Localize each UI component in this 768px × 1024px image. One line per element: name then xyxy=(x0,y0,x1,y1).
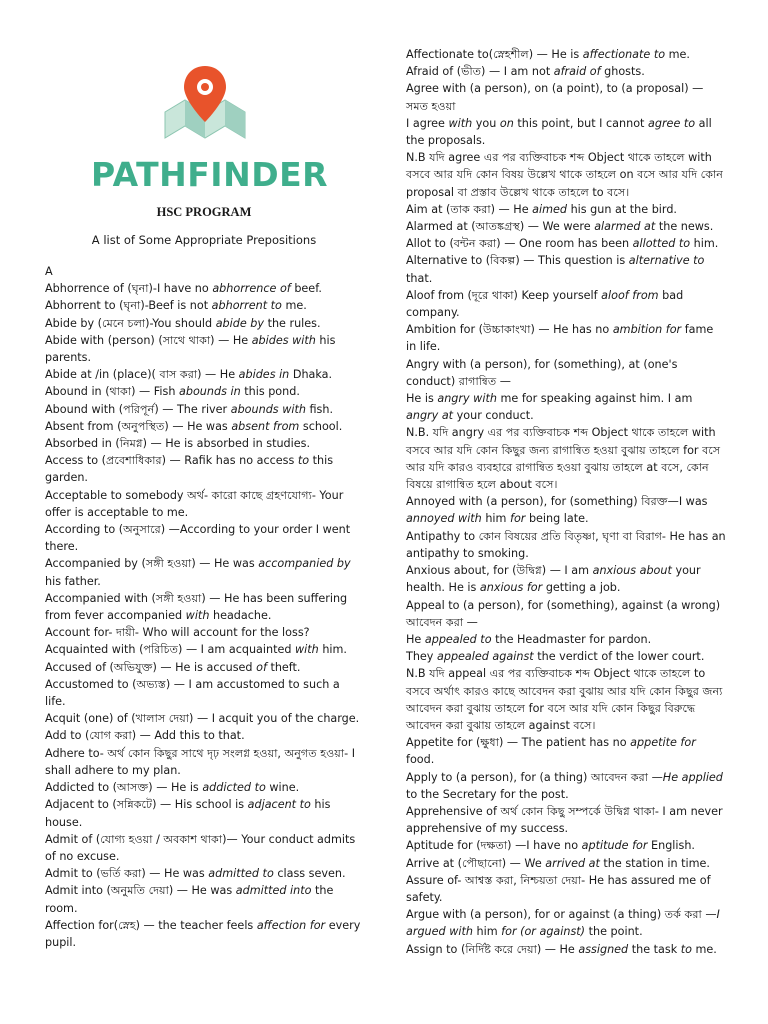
entry-text: Adhere to- অর্থ কোন কিছুর সাথে দৃঢ় সংলগ্ন হওয়া, অনুগত হওয়া- I shall adhere to my plan. xyxy=(45,746,356,777)
entry-example-italic: assigned xyxy=(578,942,629,956)
entry-text: He xyxy=(406,632,425,646)
entry-text: the task xyxy=(628,942,681,956)
entry-text: They xyxy=(406,650,437,664)
entry-text: headache. xyxy=(209,609,272,623)
entry-example-italic: abhorrence of xyxy=(212,282,291,296)
pathfinder-logo xyxy=(45,58,363,153)
entry-text: him xyxy=(481,512,510,526)
entry-example-italic: angry with xyxy=(437,392,497,406)
preposition-entry xyxy=(45,521,363,555)
entry-text: Arrive at (পৌছানো) — We xyxy=(406,856,546,870)
preposition-entry xyxy=(406,665,726,734)
entry-example-italic: abounds in xyxy=(179,385,241,399)
entry-example-italic: ambition for xyxy=(612,323,682,337)
entry-text: the verdict of the lower court. xyxy=(533,650,705,664)
preposition-entry xyxy=(45,624,363,641)
entry-text: being late. xyxy=(525,512,589,526)
entry-text: every pupil. xyxy=(45,918,361,949)
preposition-entry xyxy=(406,252,726,286)
entry-example-italic: with xyxy=(185,609,210,623)
entry-text: English. xyxy=(647,839,695,853)
preposition-entry xyxy=(406,769,726,803)
preposition-entry xyxy=(45,676,363,710)
preposition-entry xyxy=(406,597,726,631)
entry-text: Aloof from (দূরে থাকা) Keep yourself xyxy=(406,288,602,302)
preposition-entry xyxy=(406,390,726,424)
entry-text: the rules. xyxy=(264,316,321,330)
preposition-entry xyxy=(406,631,726,648)
entry-text: Apprehensive of অর্থ কোন কিছু সম্পর্কে উদ্বিগ্ন থাকা- I am never apprehensive of my success. xyxy=(406,804,723,836)
entry-example-italic: annoyed with xyxy=(406,512,482,526)
entry-example-italic: appetite for xyxy=(630,736,696,750)
entry-text: this point, but I cannot xyxy=(513,116,648,130)
left-entry-list xyxy=(45,280,363,951)
entry-text: Absorbed in (নিমগ্ন) — He is absorbed in studies. xyxy=(45,437,311,451)
preposition-entry xyxy=(45,796,363,830)
entry-example-italic: alarmed at xyxy=(594,220,656,234)
entry-example-italic: abides with xyxy=(251,333,316,347)
preposition-entry xyxy=(45,297,363,314)
preposition-entry xyxy=(45,280,363,297)
entry-text: your health. He is xyxy=(406,564,701,595)
entry-text: Accompanied by (সঙ্গী হওয়া) — He was xyxy=(45,557,259,571)
entry-text: Argue with (a person), for or against (a thing) তর্ক করা — xyxy=(406,908,717,922)
entry-text: him xyxy=(472,925,502,939)
entry-text: to the Secretary for the post. xyxy=(406,787,569,801)
preposition-entry xyxy=(406,218,726,235)
entry-text: theft. xyxy=(266,660,301,674)
preposition-entry xyxy=(45,831,363,865)
entry-text: bad company. xyxy=(406,288,684,320)
preposition-entry xyxy=(406,80,726,114)
entry-text: Dhaka. xyxy=(289,368,333,382)
entry-text: all the proposals. xyxy=(406,116,712,148)
preposition-entry xyxy=(406,235,726,252)
entry-example-italic: appealed to xyxy=(424,632,492,646)
entry-text: Abide by (মেনে চলা)-You should xyxy=(45,316,216,330)
preposition-entry xyxy=(406,356,726,390)
entry-text: Anxious about, for (উদ্বিগ্ন) — I am xyxy=(406,564,593,578)
entry-text: Accompanied with (সঙ্গী হওয়া) — He has been suffering from fever accompanied xyxy=(45,591,348,623)
entry-text: Absent from (অনুপস্থিত) — He was xyxy=(45,419,232,433)
preposition-entry xyxy=(45,659,363,676)
entry-example-italic: abhorrent to xyxy=(211,299,282,313)
entry-text: Abound with (পরিপূর্ন) — The river xyxy=(45,402,231,416)
preposition-entry xyxy=(406,493,726,527)
entry-text: your conduct. xyxy=(453,409,534,423)
preposition-entry xyxy=(45,590,363,624)
entry-text: Abhorrent to (ঘৃনা)-Beef is not xyxy=(45,299,212,313)
entry-example-italic: for (or against) xyxy=(501,925,586,939)
entry-text: Accused of (অভিযুক্ত) — He is accused xyxy=(45,660,257,674)
entry-text: Admit of (যোগ্য হওয়া / অবকাশ থাকা)— Your conduct admits of no excuse. xyxy=(45,832,356,863)
entry-text: class seven. xyxy=(273,867,346,881)
entry-example-italic: admitted to xyxy=(208,867,274,881)
entry-example-italic: abide by xyxy=(215,316,265,330)
entry-example-italic: He applied xyxy=(662,770,723,784)
entry-example-italic: affectionate to xyxy=(582,48,666,61)
preposition-entry xyxy=(45,710,363,727)
brand-title: PATHFINDER xyxy=(91,155,329,194)
entry-example-italic: to xyxy=(680,942,692,956)
entry-example-italic: afraid of xyxy=(553,65,601,79)
entry-example-italic: allotted to xyxy=(632,237,691,251)
entry-text: Acceptable to somebody অর্থ- কারো কাছে গ্রহণযোগ্য- Your offer is acceptable to me. xyxy=(45,488,344,519)
entry-text: Appetite for (ক্ষুধা) — The patient has no xyxy=(406,736,631,750)
entry-text: ghosts. xyxy=(600,65,645,79)
entry-example-italic: for xyxy=(510,512,526,526)
entry-example-italic: to xyxy=(297,454,310,468)
preposition-entry xyxy=(406,149,726,201)
entry-text: Acquit (one) of (খালাস দেয়া) — I acquit you of the charge. xyxy=(45,712,360,726)
entry-example-italic: accompanied by xyxy=(258,557,351,571)
entry-text: his parents. xyxy=(45,333,336,365)
entry-example-italic: absent from xyxy=(231,419,300,433)
preposition-entry xyxy=(406,115,726,149)
preposition-entry xyxy=(406,424,726,493)
entry-text: me for speaking against him. I am xyxy=(496,392,693,406)
preposition-entry xyxy=(406,528,726,562)
preposition-entry xyxy=(406,46,726,63)
entry-text: N.B. যদি angry এর পর ব্যক্তিবাচক শব্দ Object থাকে তাহলে with বসবে আর যদি কোন কিছুর জন্য রাগান্বিত হওয়া বুঝায় তাহলে for বসে আর যদি কারও ব্যবহারে রাগান্বিত হওয়া বুঝায় তাহলে at বসে, কোন বিষয়ে রাগান্বিত হলে about বসে। xyxy=(406,426,721,492)
entry-text: Agree with (a person), on (a point), to (a proposal) — সমত হওয়া xyxy=(406,82,704,113)
entry-text: Afraid of (ভীত) — I am not xyxy=(406,65,554,79)
entry-text: He is xyxy=(406,392,438,406)
entry-text: school. xyxy=(299,419,343,433)
entry-text: I agree xyxy=(406,116,449,130)
entry-text: you xyxy=(472,116,500,130)
entry-text: Adjacent to (সন্নিকটে) — His school is xyxy=(45,798,248,812)
preposition-entry xyxy=(45,401,363,418)
entry-text: this pond. xyxy=(240,385,300,399)
entry-text: Abhorrence of (ঘৃনা)-I have no xyxy=(45,282,213,296)
entry-text: me. xyxy=(691,942,717,956)
entry-text: According to (অনুসারে) —According to your order I went there. xyxy=(45,523,351,554)
entry-text: Abide at /in (place)( বাস করা) — He xyxy=(45,368,239,382)
entry-example-italic: of xyxy=(256,660,267,674)
entry-text: Aim at (তাক করা) — He xyxy=(406,202,533,216)
entry-text: Aptitude for (দক্ষতা) —I have no xyxy=(406,839,582,853)
entry-text: beef. xyxy=(290,282,322,296)
left-column xyxy=(45,58,363,951)
entry-text: the station in time. xyxy=(599,856,710,870)
entry-text: fame in life. xyxy=(406,323,714,354)
preposition-entry xyxy=(406,837,726,854)
entry-text: Affectionate to(স্নেহশীল) — He is xyxy=(406,48,583,61)
entry-example-italic: affection for xyxy=(256,918,326,932)
entry-text: N.B যদি agree এর পর ব্যক্তিবাচক শব্দ Object থাকে তাহলে with বসবে আর যদি কোন বিষয় উল্লেখ থাকে তাহলে on বসে আর যদি কোন proposal বা প্রস্তাব উল্লেখ থাকে তাহলে to বসে। xyxy=(406,151,723,199)
entry-text: Antipathy to কোন বিষয়ের প্রতি বিতৃষ্ণা, ঘৃণা বা বিরাগ- He has an antipathy to smoking. xyxy=(406,529,726,560)
entry-text: Assure of- আশ্বস্ত করা, নিশ্চয়তা দেয়া- He has assured me of safety. xyxy=(406,873,711,904)
entry-example-italic: with xyxy=(295,643,319,657)
entry-text: Angry with (a person), for (something), at (one's conduct) রাগান্বিত — xyxy=(406,357,678,388)
entry-text: wine. xyxy=(265,781,300,795)
entry-text: Ambition for (উচ্চাকাংখা) — He has no xyxy=(406,323,613,337)
entry-example-italic: anxious about xyxy=(592,564,672,578)
entry-text: Alarmed at (আতঙ্কগ্রস্থ) — We were xyxy=(406,220,595,234)
entry-example-italic: appealed against xyxy=(436,650,534,664)
preposition-entry xyxy=(45,383,363,400)
entry-text: Annoyed with (a person), for (something) বিরক্ত—I was xyxy=(406,495,708,509)
preposition-entry xyxy=(406,803,726,837)
entry-text: Apply to (a person), for (a thing) আবেদন করা — xyxy=(406,770,663,784)
entry-text: Affection for(স্নেহ) — the teacher feels xyxy=(45,918,257,932)
entry-example-italic: on xyxy=(499,116,514,130)
entry-text: food. xyxy=(406,753,435,767)
entry-text: Admit into (অনুমতি দেয়া) — He was xyxy=(45,884,236,898)
entry-text: the point. xyxy=(585,925,643,939)
entry-example-italic: anxious for xyxy=(479,581,543,595)
preposition-entry xyxy=(45,727,363,744)
entry-example-italic: alternative to xyxy=(628,254,705,268)
preposition-entry xyxy=(406,201,726,218)
preposition-entry xyxy=(45,779,363,796)
preposition-entry xyxy=(45,418,363,435)
entry-text: Acquainted with (পরিচিত) — I am acquainted xyxy=(45,643,296,657)
program-title: HSC PROGRAM xyxy=(156,205,252,219)
preposition-entry xyxy=(406,855,726,872)
entry-example-italic: addicted to xyxy=(202,781,266,795)
entry-example-italic: admitted into xyxy=(235,884,312,898)
entry-example-italic: abounds with xyxy=(230,402,306,416)
right-entry-list xyxy=(406,46,726,958)
entry-text: Assign to (নির্দিষ্ট করে দেয়া) — He xyxy=(406,942,579,956)
entry-text: Abide with (person) (সাথে থাকা) — He xyxy=(45,333,252,347)
preposition-entry xyxy=(45,435,363,452)
entry-text: him. xyxy=(690,237,719,251)
preposition-entry xyxy=(45,865,363,882)
entry-example-italic: I argued with xyxy=(406,908,720,939)
entry-text: Abound in (থাকা) — Fish xyxy=(45,385,179,399)
entry-text: his gun at the bird. xyxy=(567,202,677,216)
entry-text: Addicted to (আসক্ত) — He is xyxy=(45,781,203,795)
entry-text: the room. xyxy=(45,884,334,915)
entry-example-italic: aptitude for xyxy=(581,839,648,853)
entry-text: his house. xyxy=(45,798,331,829)
preposition-entry xyxy=(406,906,726,940)
preposition-entry xyxy=(45,917,363,951)
entry-text: the Headmaster for pardon. xyxy=(491,632,652,646)
entry-text: Alternative to (বিকল্প) — This question is xyxy=(406,254,629,268)
entry-example-italic: agree to xyxy=(648,116,696,130)
preposition-entry xyxy=(45,555,363,589)
entry-text: this garden. xyxy=(45,454,334,485)
entry-text: me. xyxy=(665,48,690,61)
entry-text: his father. xyxy=(45,574,101,588)
entry-text: Access to (প্রবেশাধিকার) — Rafik has no access xyxy=(45,454,298,468)
entry-example-italic: aimed xyxy=(532,202,568,216)
entry-text: Add to (যোগ করা) — Add this to that. xyxy=(45,729,245,743)
entry-example-italic: abides in xyxy=(238,368,290,382)
entry-text: Account for- দায়ী- Who will account for the loss? xyxy=(45,626,310,640)
preposition-entry xyxy=(406,734,726,768)
entry-example-italic: aloof from xyxy=(601,288,659,302)
entry-text: Admit to (ভর্তি করা) — He was xyxy=(45,867,209,881)
preposition-entry xyxy=(45,452,363,486)
preposition-entry xyxy=(406,63,726,80)
right-column xyxy=(406,46,726,958)
entry-example-italic: adjacent to xyxy=(247,798,311,812)
preposition-entry xyxy=(45,487,363,521)
entry-example-italic: arrived at xyxy=(545,856,600,870)
preposition-entry xyxy=(45,882,363,916)
section-letter: A xyxy=(45,265,53,278)
page-subtitle: A list of Some Appropriate Prepositions xyxy=(91,233,317,247)
entry-text: the news. xyxy=(655,220,714,234)
entry-text: that. xyxy=(406,271,433,285)
preposition-entry xyxy=(45,745,363,779)
preposition-entry xyxy=(406,562,726,596)
entry-text: N.B যদি appeal এর পর ব্যক্তিবাচক শব্দ Object থাকে তাহলে to বসবে অর্থাৎ কারও কাছে আবেদন করা বুঝায় আর যদি কোন কিছুর জন্য আবেদন করা বুঝায় তাহলে for বসে আর যদি কোন কিছুর বিরুদ্ধে আবেদন করা বুঝায় তাহলে against বসে। xyxy=(406,667,723,732)
preposition-entry xyxy=(406,872,726,906)
preposition-entry xyxy=(406,941,726,958)
entry-text: him. xyxy=(318,643,347,657)
entry-text: Appeal to (a person), for (something), against (a wrong) আবেদন করা — xyxy=(406,598,721,629)
preposition-entry xyxy=(406,287,726,321)
preposition-entry xyxy=(406,321,726,355)
preposition-entry xyxy=(406,648,726,665)
entry-example-italic: angry at xyxy=(406,409,454,423)
preposition-entry xyxy=(45,366,363,383)
map-pin-icon xyxy=(45,58,363,153)
entry-text: me. xyxy=(281,299,307,313)
preposition-entry xyxy=(45,332,363,366)
entry-text: fish. xyxy=(305,402,334,416)
entry-text: Allot to (বন্টন করা) — One room has been xyxy=(406,237,633,251)
preposition-entry xyxy=(45,641,363,658)
entry-text: getting a job. xyxy=(542,581,621,595)
entry-example-italic: with xyxy=(448,116,473,130)
entry-text: Accustomed to (অভ্যস্ত) — I am accustomed to such a life. xyxy=(45,677,340,709)
preposition-entry xyxy=(45,315,363,332)
